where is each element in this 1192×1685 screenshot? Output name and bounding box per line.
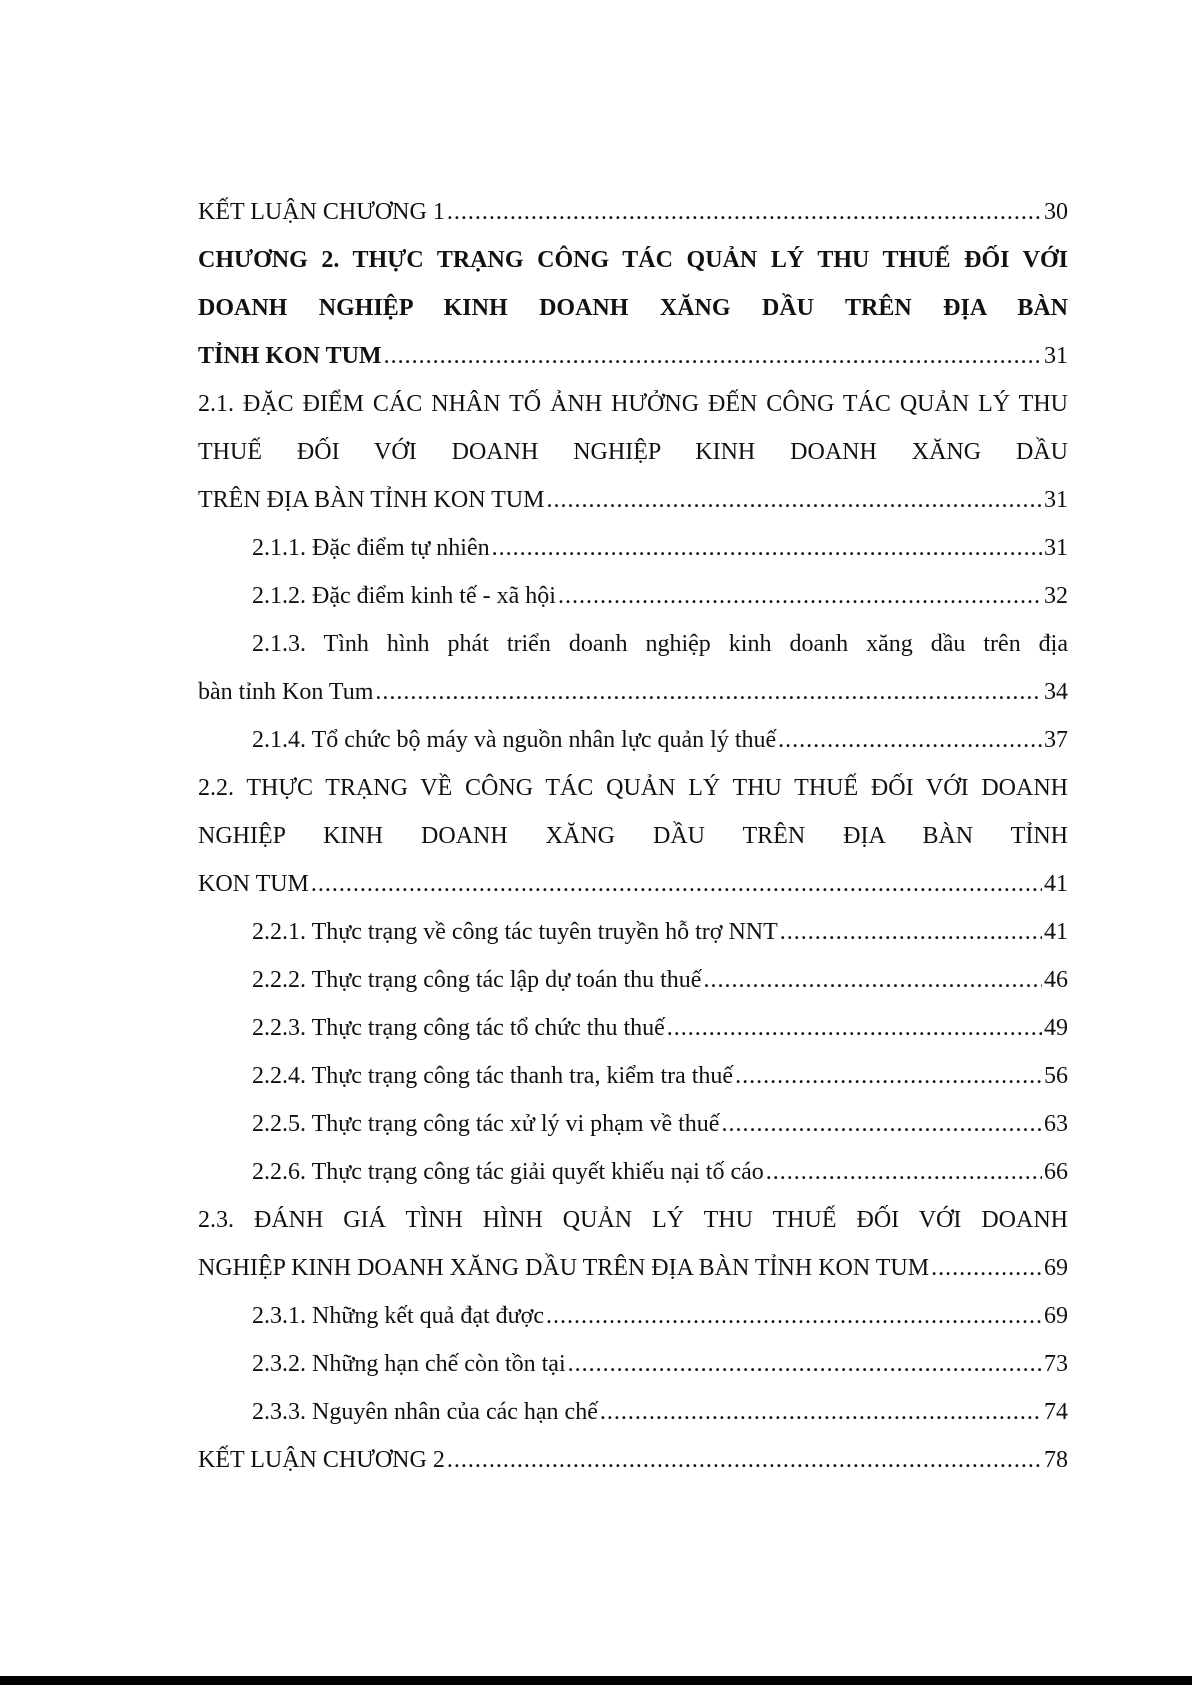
toc-entry-2-1-3[interactable] <box>198 620 1068 716</box>
toc-entry-title: 2.3.2. Những hạn chế còn tồn tại <box>252 1351 566 1377</box>
toc-entry-line <box>252 1052 1068 1100</box>
toc-page-number: 37 <box>1044 727 1068 753</box>
toc-entry-title-wrapped: 2.3. ĐÁNH GIÁ TÌNH HÌNH QUẢN LÝ THU THUẾ ĐỐI VỚI DOANH <box>198 1207 1068 1233</box>
toc-entry-title: 2.2.4. Thực trạng công tác thanh tra, kiểm tra thuế <box>252 1063 734 1089</box>
toc-entry-2-3-3[interactable] <box>198 1388 1068 1436</box>
toc-entry-title: 2.1.1. Đặc điểm tự nhiên <box>252 535 490 561</box>
dot-leader <box>735 1052 1042 1100</box>
dot-leader <box>447 1436 1042 1484</box>
toc-entry-title-end: TỈNH KON TUM <box>198 343 382 369</box>
toc-page-number: 78 <box>1044 1447 1068 1473</box>
toc-entry-title: 2.2.6. Thực trạng công tác giải quyết khiếu nại tố cáo <box>252 1159 764 1185</box>
dot-leader <box>778 716 1042 764</box>
toc-page-number: 30 <box>1044 199 1068 225</box>
dot-leader <box>384 332 1042 380</box>
dot-leader <box>375 668 1042 716</box>
toc-entry-ket-luan-chuong-2[interactable] <box>198 1436 1068 1484</box>
toc-entry-line <box>252 524 1068 572</box>
dot-leader <box>546 476 1042 524</box>
dot-leader <box>703 956 1042 1004</box>
toc-entry-2-3[interactable] <box>198 1196 1068 1292</box>
toc-entry-title: 2.2.2. Thực trạng công tác lập dự toán thu thuế <box>252 967 702 993</box>
dot-leader <box>546 1292 1042 1340</box>
toc-entry-2-2[interactable] <box>198 764 1068 908</box>
toc-entry-title: 2.1.2. Đặc điểm kinh tế - xã hội <box>252 583 556 609</box>
dot-leader <box>721 1100 1042 1148</box>
toc-entry-line <box>252 908 1068 956</box>
toc-entry-line <box>252 716 1068 764</box>
toc-page-number: 31 <box>1044 535 1068 561</box>
toc-entry-2-1-1[interactable] <box>198 524 1068 572</box>
toc-entry-2-2-4[interactable] <box>198 1052 1068 1100</box>
toc-entry-line <box>252 1340 1068 1388</box>
toc-entry-title-wrapped: 2.1. ĐẶC ĐIỂM CÁC NHÂN TỐ ẢNH HƯỞNG ĐẾN CÔNG TÁC QUẢN LÝ THU THUẾ ĐỐI VỚI DOANH NGHIỆP KINH DOANH XĂNG DẦU <box>198 391 1068 465</box>
toc-entry-line <box>252 1148 1068 1196</box>
toc-entry-title: 2.2.5. Thực trạng công tác xử lý vi phạm về thuế <box>252 1111 720 1137</box>
toc-entry-title-wrapped: 2.2. THỰC TRẠNG VỀ CÔNG TÁC QUẢN LÝ THU THUẾ ĐỐI VỚI DOANH NGHIỆP KINH DOANH XĂNG DẦU TRÊN ĐỊA BÀN TỈNH <box>198 775 1068 849</box>
toc-entry-title: 2.1.4. Tổ chức bộ máy và nguồn nhân lực quản lý thuế <box>252 727 777 753</box>
toc-entry-line <box>252 572 1068 620</box>
toc-entry-2-2-1[interactable] <box>198 908 1068 956</box>
toc-page-number: 46 <box>1044 967 1068 993</box>
toc-page-number: 69 <box>1044 1303 1068 1329</box>
toc-entry-line <box>252 1388 1068 1436</box>
toc-entry-title-end: NGHIỆP KINH DOANH XĂNG DẦU TRÊN ĐỊA BÀN TỈNH KON TUM <box>198 1255 930 1281</box>
toc-page-number: 31 <box>1044 343 1068 369</box>
toc-entry-line <box>198 332 1068 380</box>
dot-leader <box>600 1388 1042 1436</box>
toc-entry-line <box>198 1436 1068 1484</box>
toc-page-number: 41 <box>1044 919 1068 945</box>
toc-page-number: 73 <box>1044 1351 1068 1377</box>
toc-entry-chuong-2[interactable] <box>198 236 1068 380</box>
toc-entry-line <box>252 1292 1068 1340</box>
toc-entry-2-3-2[interactable] <box>198 1340 1068 1388</box>
toc-entry-line <box>198 860 1068 908</box>
dot-leader <box>311 860 1042 908</box>
dot-leader <box>766 1148 1042 1196</box>
dot-leader <box>447 188 1042 236</box>
toc-entry-title: 2.3.1. Những kết quả đạt được <box>252 1303 544 1329</box>
toc-entry-title: KẾT LUẬN CHƯƠNG 1 <box>198 199 445 225</box>
toc-page-number: 32 <box>1044 583 1068 609</box>
table-of-contents <box>198 188 1068 1484</box>
toc-entry-title-end: bàn tỉnh Kon Tum <box>198 679 374 705</box>
toc-entry-2-2-6[interactable] <box>198 1148 1068 1196</box>
toc-entry-title-end: TRÊN ĐỊA BÀN TỈNH KON TUM <box>198 487 545 513</box>
toc-entry-ket-luan-chuong-1[interactable] <box>198 188 1068 236</box>
toc-entry-2-2-5[interactable] <box>198 1100 1068 1148</box>
toc-entry-line <box>198 476 1068 524</box>
toc-page-number: 31 <box>1044 487 1068 513</box>
dot-leader <box>568 1340 1042 1388</box>
toc-entry-2-1-2[interactable] <box>198 572 1068 620</box>
toc-page-number: 63 <box>1044 1111 1068 1137</box>
toc-entry-2-2-2[interactable] <box>198 956 1068 1004</box>
toc-entry-2-3-1[interactable] <box>198 1292 1068 1340</box>
toc-entry-title: 2.2.3. Thực trạng công tác tổ chức thu thuế <box>252 1015 665 1041</box>
toc-entry-title: 2.2.1. Thực trạng về công tác tuyên truyền hỗ trợ NNT <box>252 919 778 945</box>
toc-page-number: 74 <box>1044 1399 1068 1425</box>
toc-entry-title-wrapped: CHƯƠNG 2. THỰC TRẠNG CÔNG TÁC QUẢN LÝ THU THUẾ ĐỐI VỚI DOANH NGHIỆP KINH DOANH XĂNG DẦU TRÊN ĐỊA BÀN <box>198 247 1068 321</box>
toc-page-number: 69 <box>1044 1255 1068 1281</box>
toc-page-number: 41 <box>1044 871 1068 897</box>
toc-entry-2-2-3[interactable] <box>198 1004 1068 1052</box>
toc-entry-line <box>198 668 1068 716</box>
toc-entry-line <box>252 1100 1068 1148</box>
toc-entry-title: KẾT LUẬN CHƯƠNG 2 <box>198 1447 445 1473</box>
toc-page-number: 49 <box>1044 1015 1068 1041</box>
toc-entry-line <box>198 188 1068 236</box>
dot-leader <box>558 572 1042 620</box>
dot-leader <box>667 1004 1042 1052</box>
toc-entry-line <box>198 1244 1068 1292</box>
toc-entry-title-wrapped: 2.1.3. Tình hình phát triển doanh nghiệp kinh doanh xăng dầu trên địa <box>252 631 1068 657</box>
dot-leader <box>931 1244 1042 1292</box>
toc-entry-2-1-4[interactable] <box>198 716 1068 764</box>
toc-entry-title: 2.3.3. Nguyên nhân của các hạn chế <box>252 1399 598 1425</box>
toc-entry-2-1[interactable] <box>198 380 1068 524</box>
dot-leader <box>492 524 1042 572</box>
toc-entry-line <box>252 1004 1068 1052</box>
bottom-edge-bar <box>0 1676 1192 1685</box>
toc-entry-line <box>252 956 1068 1004</box>
toc-page-number: 56 <box>1044 1063 1068 1089</box>
toc-page-number: 34 <box>1044 679 1068 705</box>
toc-page-number: 66 <box>1044 1159 1068 1185</box>
toc-entry-title-end: KON TUM <box>198 871 309 897</box>
dot-leader <box>780 908 1042 956</box>
